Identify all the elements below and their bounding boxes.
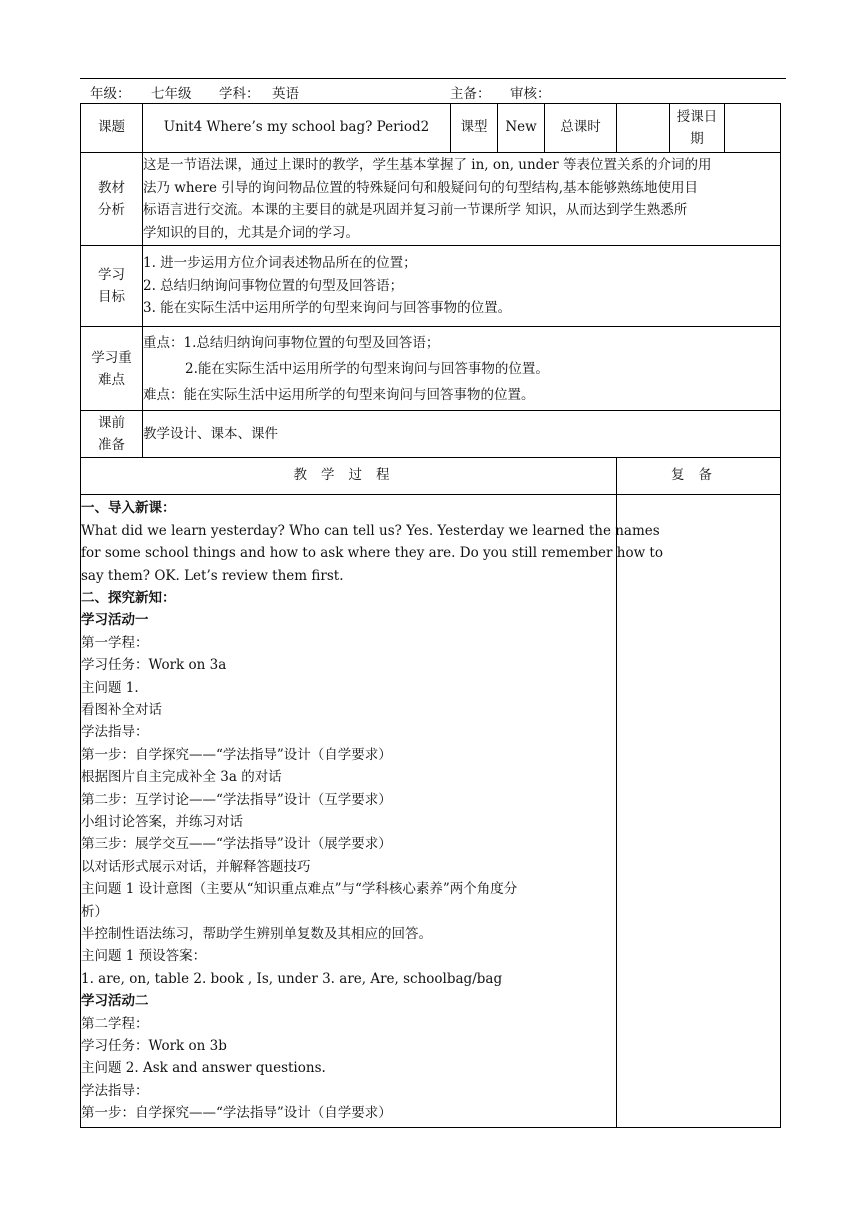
section-heading: 一、导入新课： [81, 500, 176, 517]
goals-label: 学习目标 [81, 246, 143, 327]
teaching-date-value [725, 104, 781, 153]
process-heading: 教学过程 [81, 458, 617, 495]
process-line: 学习任务：Work on 3b [81, 1038, 227, 1055]
process-line: 1. are, on, table 2. book , Is, under 3. are, Are, schoolbag/bag [81, 970, 503, 987]
review-notes-cell [617, 495, 781, 1128]
process-line: 第一学程： [81, 634, 149, 651]
analysis-line: 学知识的目的，尤其是介词的学习。 [143, 224, 359, 241]
keypoints-row [81, 327, 781, 411]
process-line: 析） [81, 903, 108, 920]
process-line: 第一步：自学探究——“学法指导”设计（自学要求） [81, 746, 392, 763]
section-heading: 学习活动一 [81, 612, 149, 629]
process-line: 看图补全对话 [81, 701, 162, 718]
analysis-line: 这是一节语法课，通过上课时的教学，学生基本掌握了 in, on, under 等表位置关系的介词的用 [143, 157, 712, 173]
process-body-row [81, 495, 781, 1128]
process-line: 第二步：互学讨论——“学法指导”设计（互学要求） [81, 791, 392, 808]
header-line [88, 86, 551, 104]
goal-item: 2. 总结归纳询问事物位置的句型及回答语； [143, 277, 404, 294]
process-line: 主问题 1. [81, 679, 139, 696]
total-hours-label: 总课时 [545, 104, 617, 153]
process-line: 第一步：自学探究——“学法指导”设计（自学要求） [81, 1105, 392, 1122]
grade-value: 七年级 [151, 86, 192, 102]
subject-label: 学科： [219, 86, 260, 102]
process-header-row [81, 458, 781, 495]
lesson-type-value: New [498, 104, 545, 153]
process-line: 以对话形式展示对话，并解释答题技巧 [81, 858, 311, 875]
subject-value: 英语 [272, 86, 299, 102]
teaching-date-label: 授课日期 [670, 104, 725, 153]
process-line: 学法指导： [81, 1082, 149, 1099]
prep-row [81, 411, 781, 458]
prep-label: 课前准备 [81, 411, 143, 458]
top-rule [80, 78, 786, 79]
process-line: 学习任务：Work on 3a [81, 657, 227, 674]
process-content [81, 495, 663, 1128]
lead-teacher-label: 主备： [450, 86, 491, 102]
process-line: say them? OK. Let’s review them first. [81, 567, 344, 584]
analysis-label: 教材分析 [81, 153, 143, 246]
total-hours-value [617, 104, 670, 153]
goals-content [143, 246, 781, 327]
lesson-title: Unit4 Where’s my school bag? Period2 [143, 104, 451, 153]
process-line: 主问题 2. Ask and answer questions. [81, 1060, 326, 1077]
process-line: 半控制性语法练习，帮助学生辨别单复数及其相应的回答。 [81, 926, 432, 943]
key-point-line: 2.能在实际生活中运用所学的句型来询问与回答事物的位置。 [185, 360, 549, 377]
process-line: 小组讨论答案，并练习对话 [81, 814, 243, 830]
section-heading: 二、探究新知： [81, 589, 176, 606]
prep-content: 教学设计、课本、课件 [143, 411, 781, 458]
reviewer-label: 审核： [510, 86, 551, 102]
process-line: 主问题 1 设计意图（主要从“知识重点难点”与“学科核心素养”两个角度分 [81, 881, 518, 898]
process-line: 学法指导： [81, 724, 149, 741]
key-point-line: 重点：1.总结归纳询问事物位置的句型及回答语； [143, 334, 440, 351]
analysis-line: 标语言进行交流。本课的主要目的就是巩固并复习前一节课所学 知识，从而达到学生熟悉所 [143, 202, 688, 218]
process-line: 根据图片自主完成补全 3a 的对话 [81, 769, 282, 786]
goal-item: 3. 能在实际生活中运用所学的句型来询问与回答事物的位置。 [143, 300, 512, 317]
analysis-row [81, 153, 781, 246]
analysis-content [143, 153, 781, 246]
goals-row [81, 246, 781, 327]
analysis-line: 法乃 where 引导的询问物品位置的特殊疑问句和般疑问句的句型结构,基本能够熟练地使用目 [143, 179, 699, 196]
process-line: for some school things and how to ask where they are. Do you still remember how to [81, 545, 663, 562]
lesson-type-label: 课型 [451, 104, 498, 153]
grade-label: 年级： [90, 86, 131, 102]
process-line: 主问题 1 预设答案： [81, 948, 207, 965]
review-heading: 复备 [617, 458, 781, 495]
process-line: 第二学程： [81, 1015, 149, 1032]
topic-row [81, 104, 781, 153]
topic-label: 课题 [81, 104, 143, 153]
process-line: 第三步：展学交互——“学法指导”设计（展学要求） [81, 836, 392, 853]
goal-item: 1. 进一步运用方位介词表述物品所在的位置； [143, 255, 417, 272]
section-heading: 学习活动二 [81, 993, 149, 1010]
keypoints-content [143, 327, 781, 411]
lesson-plan-table [80, 103, 781, 1128]
difficult-point-line: 难点：能在实际生活中运用所学的句型来询问与回答事物的位置。 [143, 386, 535, 403]
keypoints-label: 学习重难点 [81, 327, 143, 411]
process-line: What did we learn yesterday? Who can tell us? Yes. Yesterday we learned the names [81, 522, 660, 539]
